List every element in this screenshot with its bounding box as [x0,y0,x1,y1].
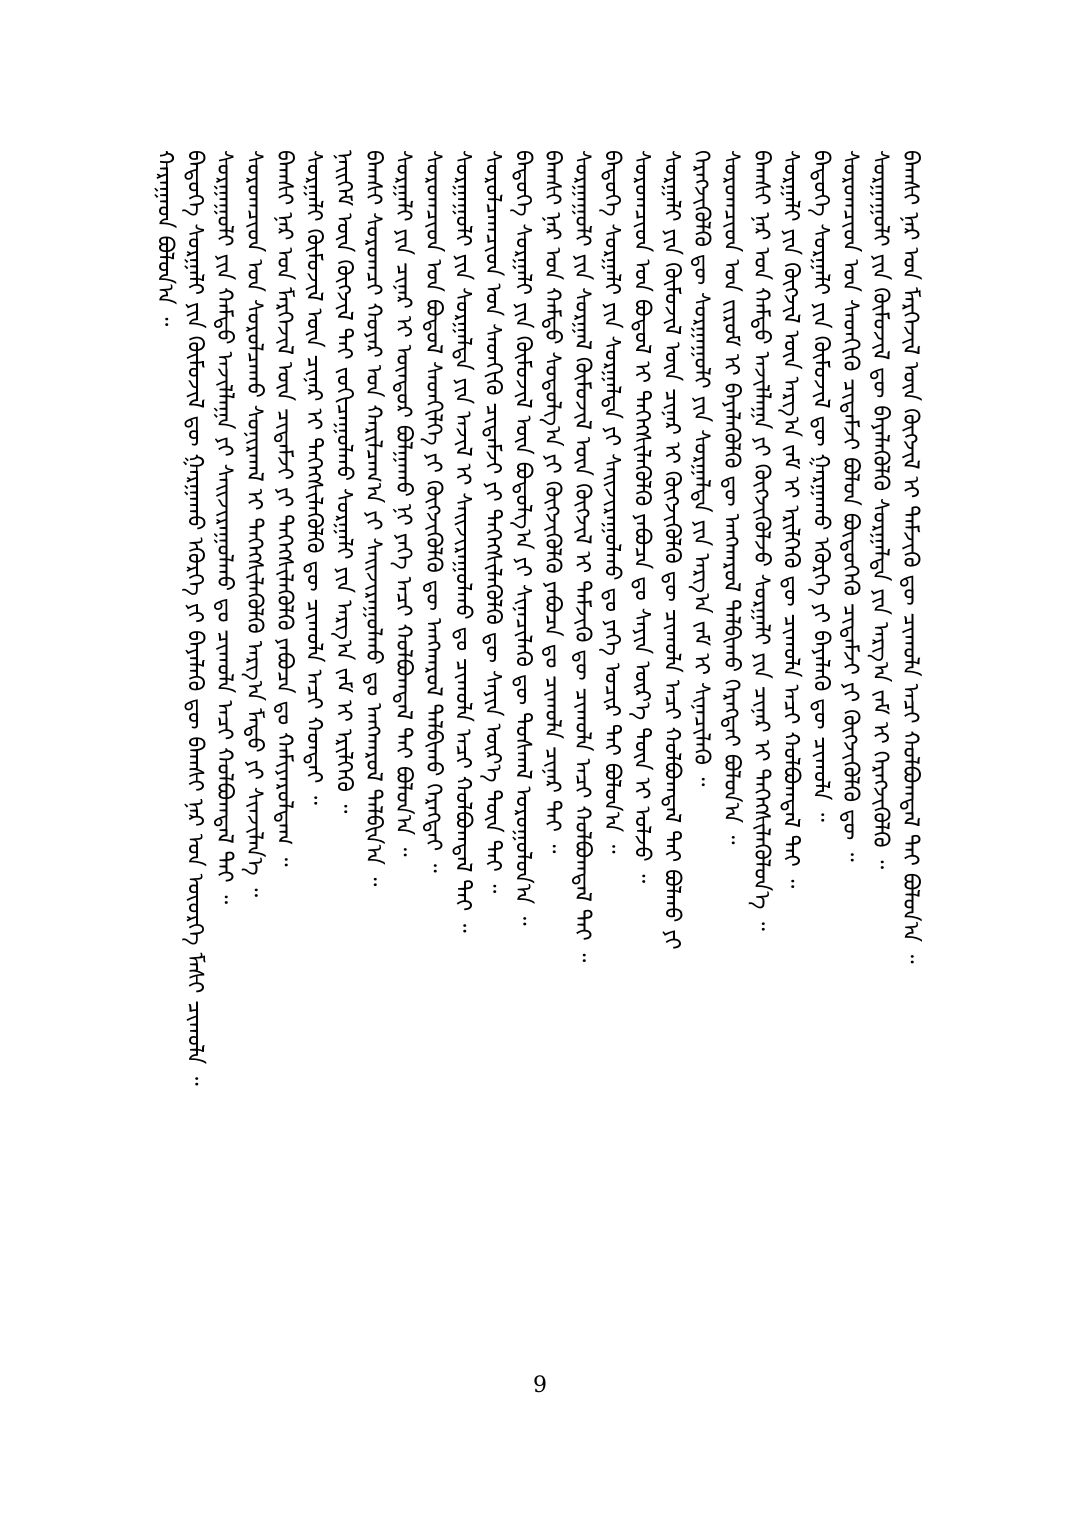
text-column-12: ᠰᠤᠷᠤᠯᠴᠠᠭᠴᠢᠳ ᠤᠨ ᠰᠡᠳᠬᠢᠬᠦ ᠴᠢᠳᠠᠮᠵᠢ ᠶᠢ ᠳᠡᠭᠡᠭᠰᠢᠯᠡᠭᠦᠯᠬᠦ ᠳᠦ ᠰᠠᠶᠢᠨ ᠦᠷ᠎ᠡ ᠳᠦᠨ ᠲᠠᠢ ᠃ [479,150,505,894]
text-column-25: ᠰᠤᠷᠭᠠᠭᠤᠯᠢ ᠶᠢᠨ ᠬᠦᠮᠦᠵᠢᠯ ᠳᠦ ᠪᠡᠶᠡᠯᠡᠭᠦᠯᠬᠦ ᠰᠤᠷᠭᠠᠯᠲᠠ ᠶᠢᠨ ᠠᠷᠭ᠎ᠠ ᠵᠠᠮ ᠢ ᠬᠡᠷᠡᠭᠵᠢᠭᠦᠯᠬᠦ ᠃ [867,150,893,870]
text-column-3: ᠰᠤᠷᠭᠠᠭᠤᠯᠢ ᠶᠢᠨ ᠬᠠᠮᠲᠤ ᠠᠵᠢᠯᠯᠠᠭᠠ ᠶᠢ ᠰᠠᠢᠵᠢᠷᠠᠭᠤᠯᠬᠤ ᠳᠤ ᠴᠢᠬᠤᠯᠠ ᠠᠴᠢ ᠬᠤᠯᠪᠤᠭᠳᠠᠯ ᠲᠠᠢ ᠃ [211,150,237,905]
text-column-8: ᠪᠠᠭᠰᠢ ᠰᠤᠷᠤᠭᠴᠢ ᠬᠣᠶᠠᠷ ᠤᠨ ᠬᠠᠷᠢᠯᠴᠠᠭ᠎ᠠ ᠶᠢ ᠰᠠᠢᠵᠢᠷᠠᠭᠤᠯᠬᠤ ᠳᠤ ᠠᠨᠭᠬᠠᠷᠤᠯ ᠲᠠᠯᠪᠢᠨ᠎ᠠ ᠃ [360,150,386,887]
text-column-22: ᠰᠤᠷᠭᠠᠯᠢ ᠶᠢᠨ ᠬᠥᠭᠵᠢᠯ ᠦᠨ ᠠᠷᠭ᠎ᠠ ᠵᠠᠮ ᠢ ᠡᠷᠢᠯᠬᠡᠬᠦ ᠳᠦ ᠴᠢᠬᠤᠯᠠ ᠠᠴᠢ ᠬᠤᠯᠪᠤᠭᠳᠠᠯ ᠲᠠᠢ ᠃ [778,150,804,889]
text-column-1: ᠬᠠᠷᠠᠭᠠᠳ ᠪᠣᠯᠤᠨ᠎ᠠ ᠃ [152,150,177,327]
text-column-17: ᠰᠤᠷᠤᠭᠴᠢᠳ ᠤᠨ ᠪᠣᠳᠤᠯ ᠢ ᠳᠡᠭᠡᠭᠰᠢᠯᠡᠭᠦᠯᠬᠦ ᠶᠠᠪᠤᠴᠠ ᠳᠤ ᠰᠠᠶᠢᠨ ᠦᠷ᠎ᠡ ᠳᠦᠨ ᠢ ᠣᠯᠵᠤ ᠃ [629,150,654,884]
text-column-21: ᠪᠠᠭᠰᠢ ᠨᠠᠷ ᠤᠨ ᠬᠠᠮᠲᠤ ᠠᠵᠢᠯᠯᠠᠭᠠ ᠶᠢ ᠬᠥᠭᠵᠢᠭᠦᠯᠵᠦ ᠰᠤᠷᠭᠠᠯᠢ ᠶᠢᠨ ᠴᠢᠨᠠᠷ ᠢ ᠳᠡᠭᠡᠭᠰᠢᠯᠡᠭᠦᠯᠦᠨ᠎ᠡ ᠃ [748,150,774,931]
text-column-23: ᠪᠡᠳᠦᠬᠡ ᠰᠤᠷᠭᠠᠯᠢ ᠶᠢᠨ ᠬᠦᠮᠦᠵᠢᠯ ᠳᠦ ᠭᠠᠷᠭᠠᠬᠤ ᠡᠭᠦᠷᠭᠡ ᠶᠢ ᠪᠡᠶᠡᠯᠡᠬᠦ ᠳᠦ ᠴᠢᠬᠤᠯᠠ ᠃ [807,150,833,822]
text-column-10: ᠰᠤᠷᠤᠭᠴᠢᠳ ᠤᠨ ᠪᠣᠳᠤᠯ ᠰᠡᠳᠬᠢᠯᠭᠡ ᠶᠢ ᠬᠥᠭᠵᠢᠭᠦᠯᠬᠦ ᠳᠦ ᠠᠨᠭᠬᠠᠷᠤᠯ ᠲᠠᠯᠪᠢᠬᠤ ᠬᠡᠷᠡᠭᠲᠡᠢ ᠃ [420,150,446,873]
text-column-11: ᠰᠤᠷᠭᠠᠭᠤᠯᠢ ᠶᠢᠨ ᠰᠤᠷᠭᠠᠯᠲᠠ ᠶᠢᠨ ᠠᠵᠢᠯ ᠢ ᠰᠠᠢᠵᠢᠷᠠᠭᠤᠯᠬᠤ ᠳᠤ ᠴᠢᠬᠤᠯᠠ ᠠᠴᠢ ᠬᠤᠯᠪᠤᠭᠳᠠᠯ ᠲᠠᠢ ᠃ [450,150,476,933]
text-column-6: ᠰᠤᠷᠭᠠᠯᠢ ᠬᠦᠮᠦᠵᠢᠯ ᠦᠨ ᠴᠢᠨᠠᠷ ᠢ ᠳᠡᠭᠡᠭᠰᠢᠯᠡᠭᠦᠯᠬᠦ ᠳᠦ ᠴᠢᠬᠤᠯᠠ ᠠᠴᠢ ᠬᠤᠨᠳᠠᠢ ᠃ [301,150,327,805]
text-column-19: ᠬᠡᠷᠡᠭᠵᠢᠭᠦᠯᠬᠦ ᠳᠦ ᠰᠤᠷᠭᠠᠭᠤᠯᠢ ᠶᠢᠨ ᠰᠤᠷᠭᠠᠯᠲᠠ ᠶᠢᠨ ᠠᠷᠭ᠎ᠠ ᠵᠠᠮ ᠢ ᠰᠢᠨᠡᠴᠢᠯᠡᠬᠦ ᠃ [688,150,714,787]
mongolian-text-block [150,150,925,1480]
text-column-5: ᠪᠠᠭᠰᠢ ᠨᠠᠷ ᠤᠨ ᠮᠡᠷᠭᠡᠵᠢᠯ ᠦᠨ ᠴᠢᠳᠠᠮᠵᠢ ᠶᠢ ᠳᠡᠭᠡᠭᠰᠢᠯᠡᠭᠦᠯᠬᠦ ᠶᠠᠪᠤᠴᠠ ᠳᠤ ᠬᠠᠮᠢᠶᠠᠷᠤᠯᠳᠠᠭ ᠃ [271,150,297,867]
page-number: 9 [533,1373,547,1398]
text-column-26: ᠪᠠᠭᠰᠢ ᠨᠠᠷ ᠤᠨ ᠮᠡᠷᠭᠡᠵᠢᠯ ᠦᠨ ᠬᠥᠭᠵᠢᠯ ᠢ ᠳᠡᠮᠵᠢᠬᠦ ᠳᠦ ᠴᠢᠬᠤᠯᠠ ᠠᠴᠢ ᠬᠤᠯᠪᠤᠭᠳᠠᠯ ᠲᠠᠢ ᠪᠣᠯᠤᠨ᠎ᠠ ᠃ [897,150,923,964]
text-column-20: ᠰᠤᠷᠤᠭᠴᠢᠳ ᠤᠨ ᠵᠢᠷᠤᠮ ᠢ ᠪᠡᠶᠡᠯᠡᠭᠦᠯᠬᠦ ᠳᠦ ᠠᠨᠭᠬᠠᠷᠤᠯ ᠲᠠᠯᠪᠢᠬᠤ ᠬᠡᠷᠡᠭᠲᠡᠢ ᠪᠣᠯᠤᠨ᠎ᠠ ᠃ [718,150,744,845]
text-column-4: ᠰᠤᠷᠤᠭᠴᠢᠳ ᠤᠨ ᠰᠤᠷᠤᠯᠴᠠᠬᠤ ᠰᠣᠨᠢᠷᠬᠠᠯ ᠢ ᠳᠡᠭᠡᠭᠰᠢᠯᠡᠭᠦᠯᠬᠦ ᠠᠷᠭ᠎ᠠ ᠮᠡᠲᠦ ᠶᠢ ᠰᠢᠨᠵᠢᠯᠡᠨ᠎ᠡ ᠃ [241,150,267,898]
text-column-14: ᠪᠠᠭᠰᠢ ᠨᠠᠷ ᠤᠨ ᠬᠠᠮᠲᠤ ᠰᠤᠳᠤᠯᠭ᠎ᠠ ᠶᠢ ᠬᠥᠭᠵᠢᠭᠦᠯᠬᠦ ᠶᠠᠪᠤᠴᠠ ᠳᠤ ᠴᠢᠬᠤᠯᠠ ᠴᠢᠨᠠᠷ ᠲᠠᠢ ᠃ [539,150,565,854]
text-column-7: ᠨᠡᠢᠭᠡᠮ ᠦᠨ ᠬᠦᠭᠵᠢᠯ ᠲᠡᠢ ᠵᠣᠬᠢᠴᠠᠭᠤᠯᠬᠤ ᠰᠤᠷᠭᠠᠯᠢ ᠶᠢᠨ ᠠᠷᠭ᠎ᠠ ᠵᠠᠮ ᠢ ᠡᠷᠢᠯᠬᠡᠬᠦ ᠃ [330,150,356,814]
text-column-13: ᠪᠡᠳᠦᠬᠡ ᠰᠤᠷᠭᠠᠯᠢ ᠶᠢᠨ ᠬᠦᠮᠦᠵᠢᠯ ᠦᠨ ᠪᠣᠳᠤᠯᠭ᠎ᠠ ᠶᠢ ᠰᠢᠨᠡᠴᠢᠯᠡᠬᠦ ᠳᠦ ᠳᠤᠰᠬᠠᠯ ᠣᠷᠣᠭᠤᠯᠤᠨ᠎ᠠ ᠃ [509,150,535,926]
text-column-15: ᠰᠤᠷᠭᠠᠭᠤᠯᠢ ᠶᠢᠨ ᠰᠤᠷᠭᠠᠯ ᠬᠥᠮᠦᠵᠢᠯ ᠦᠨ ᠬᠥᠭᠵᠢᠯ ᠢ ᠳᠡᠮᠵᠢᠬᠦ ᠳᠦ ᠴᠢᠬᠤᠯᠠ ᠠᠴᠢ ᠬᠤᠯᠪᠤᠭᠳᠠᠯ ᠲᠠᠢ ᠃ [569,150,595,963]
text-column-9: ᠰᠤᠷᠭᠠᠯᠢ ᠶᠢᠨ ᠴᠢᠨᠠᠷ ᠢ ᠥᠨᠳᠦᠷ ᠪᠣᠯᠭᠠᠬᠤ ᠨᠢ ᠶᠡᠬᠡ ᠠᠴᠢ ᠬᠤᠯᠪᠤᠭᠳᠠᠯ ᠲᠠᠢ ᠪᠣᠯᠤᠨ᠎ᠠ ᠃ [390,150,416,857]
text-column-2: ᠪᠡᠳᠦᠬᠡ ᠰᠤᠷᠭᠠᠯᠢ ᠶᠢᠨ ᠬᠦᠮᠦᠵᠢᠯ ᠳᠦ ᠭᠠᠷᠭᠠᠬᠤ ᠡᠭᠦᠷᠭᠡ ᠶᠢ ᠪᠡᠶᠡᠯᠡᠬᠦ ᠳᠦ ᠪᠠᠭᠰᠢ ᠨᠠᠷ ᠤᠨ ᠦᠦᠷᠭᠡ ᠮᠠᠰᠢ ᠴᠢᠬᠤᠯᠠ ᠃ [181,150,207,1086]
text-column-18: ᠰᠤᠷᠭᠠᠯᠢ ᠶᠢᠨ ᠬᠦᠮᠦᠵᠢᠯ ᠦᠨ ᠴᠢᠨᠠᠷ ᠢ ᠬᠥᠭᠵᠢᠭᠦᠯᠬᠦ ᠳᠦ ᠴᠢᠬᠤᠯᠠ ᠠᠴᠢ ᠬᠤᠯᠪᠤᠭᠳᠠᠯ ᠲᠠᠢ ᠪᠣᠯᠬᠤ ᠶᠢ [658,150,684,950]
text-column-24: ᠰᠤᠷᠤᠭᠴᠢᠳ ᠤᠨ ᠰᠡᠳᠬᠢᠬᠦ ᠴᠢᠳᠠᠮᠵᠢ ᠪᠣᠯᠤᠨ ᠪᠦᠲᠦᠭᠡᠬᠦ ᠴᠢᠳᠠᠮᠵᠢ ᠶᠢ ᠬᠥᠭᠵᠢᠭᠦᠯᠬᠦ ᠳᠦ ᠃ [837,150,863,862]
text-column-16: ᠪᠡᠳᠦᠬᠡ ᠰᠤᠷᠭᠠᠯᠢ ᠶᠢᠨ ᠰᠤᠷᠭᠠᠯᠲᠠ ᠶᠢ ᠰᠠᠢᠵᠢᠷᠠᠭᠤᠯᠬᠤ ᠳᠤ ᠶᠡᠬᠡ ᠤᠴᠢᠷ ᠲᠠᠢ ᠪᠣᠯᠤᠨ᠎ᠠ ᠃ [599,150,625,854]
